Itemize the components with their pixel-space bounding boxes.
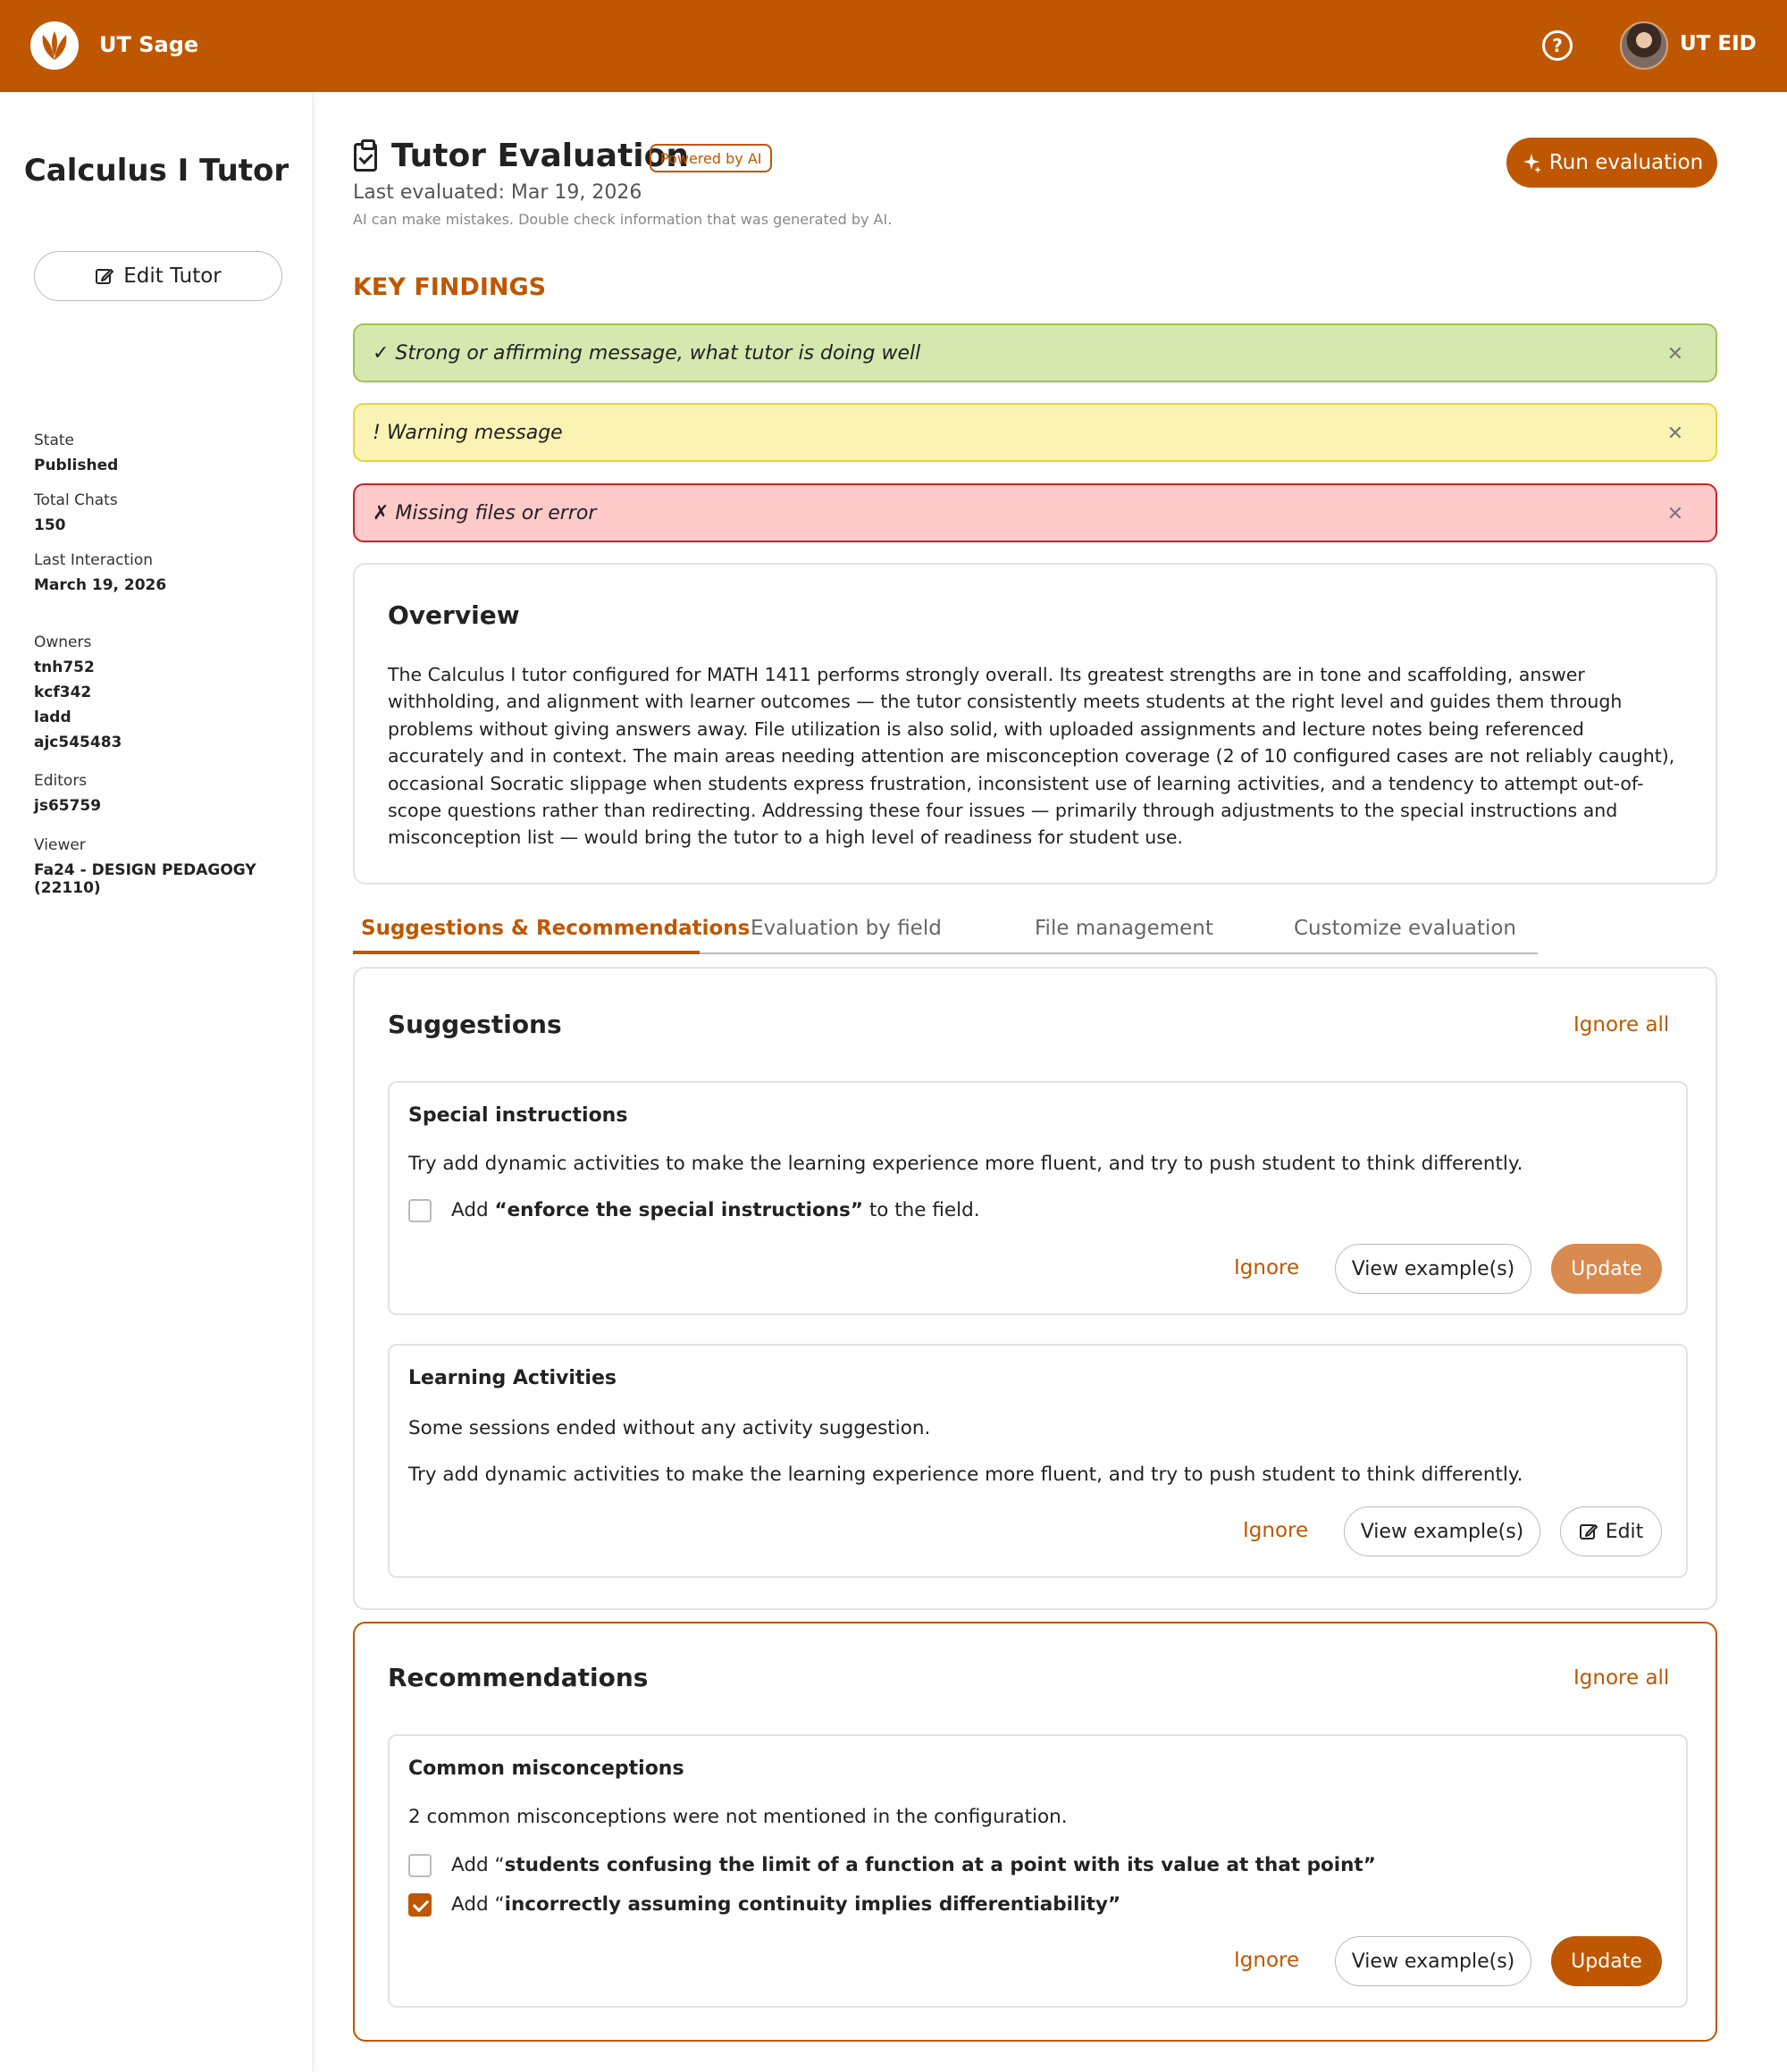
checkbox-suffix: to the field. [862, 1199, 980, 1221]
finding-success-text: ✓ Strong or affirming message, what tutor is doing well [373, 341, 921, 365]
owner-item: ajc545483 [34, 734, 122, 751]
suggestion-title: Learning Activities [408, 1367, 617, 1389]
misconception-label [451, 1893, 1120, 1916]
run-evaluation-button[interactable] [1506, 138, 1717, 188]
close-icon[interactable]: ✕ [1666, 343, 1683, 365]
overview-text: The Calculus I tutor configured for MATH 1411 performs strongly overall. Its greatest strengths are in tone and scaffolding, answer withholding, and alignment with learner outcomes — the tutor consistently meets students at the right level and guides them through problems without giving answers away. File utilization is also solid, with uploaded assignments and lecture notes being referenced accurately and in context. The main areas needing attention are misconception coverage (2 of 10 configured cases are not reliably caught), occasional Socratic slippage when students express frustration, inconsistent use of learning activities, and a tendency to attempt out-of-scope questions rather than redirecting. Addressing these four issues — primarily through adjustments to the special instructions and misconception list — would bring the tutor to a high level of readiness for student use. [388, 664, 1675, 849]
edit-icon [95, 266, 114, 286]
active-tab-indicator [353, 951, 700, 954]
user-avatar[interactable] [1620, 21, 1668, 70]
suggestion-text: Try add dynamic activities to make the learning experience more fluent, and try to push student to think differently. [408, 1464, 1523, 1486]
recommendation-common-misconceptions [388, 1734, 1688, 2008]
viewer-label: Viewer [34, 836, 86, 854]
finding-warning-text: ! Warning message [373, 421, 563, 444]
key-findings-title: KEY FINDINGS [353, 273, 547, 301]
viewer-value: Fa24 - DESIGN PEDAGOGY (22110) [34, 861, 256, 897]
suggestion-note: Some sessions ended without any activity suggestion. [408, 1417, 931, 1439]
suggestion-special-instructions [388, 1081, 1688, 1315]
tab-customize-evaluation[interactable]: Customize evaluation [1294, 917, 1517, 940]
option-prefix: Add “ [451, 1854, 505, 1876]
view-examples-button[interactable]: View example(s) [1344, 1506, 1540, 1556]
close-icon[interactable]: ✕ [1666, 503, 1683, 525]
checkbox-bold-text: “enforce the special instructions” [494, 1199, 863, 1221]
owner-item: ladd [34, 709, 71, 726]
editor-item: js65759 [34, 797, 102, 815]
option-prefix: Add “ [451, 1893, 505, 1916]
owner-item: tnh752 [34, 659, 95, 676]
suggestions-card [353, 967, 1717, 1610]
edit-icon [1579, 1522, 1598, 1541]
suggestions-title: Suggestions [388, 1010, 562, 1039]
brand-name[interactable]: UT Sage [99, 32, 199, 57]
update-button[interactable]: Update [1551, 1244, 1662, 1294]
view-examples-button[interactable]: View example(s) [1335, 1244, 1531, 1294]
ignore-button[interactable]: Ignore [1234, 1256, 1300, 1279]
ignore-button[interactable]: Ignore [1234, 1949, 1300, 1972]
suggestion-checkbox-label [451, 1199, 980, 1221]
sparkle-icon [1521, 152, 1542, 173]
tab-bar [353, 902, 1538, 954]
run-evaluation-label: Run evaluation [1548, 151, 1704, 174]
update-button[interactable]: Update [1551, 1936, 1662, 1986]
last-interaction-value: March 19, 2026 [34, 576, 167, 594]
page-title: Tutor Evaluation [391, 138, 689, 174]
top-bar [0, 0, 1787, 92]
ai-disclaimer: AI can make mistakes. Double check information that was generated by AI. [353, 211, 893, 228]
total-chats-label: Total Chats [34, 491, 118, 509]
edit-label: Edit [1605, 1520, 1644, 1543]
option-bold-text: students confusing the limit of a function at a point with its value at that point” [504, 1854, 1376, 1876]
suggestion-title: Special instructions [408, 1104, 628, 1127]
finding-error-text: ✗ Missing files or error [373, 501, 597, 524]
owners-label: Owners [34, 633, 92, 651]
state-label: State [34, 432, 74, 449]
recommendations-card [353, 1622, 1717, 2042]
ut-sage-logo-icon[interactable] [30, 21, 79, 70]
clipboard-check-icon [354, 143, 377, 172]
user-label[interactable]: UT EID [1680, 32, 1757, 55]
overview-title: Overview [388, 600, 520, 630]
sidebar [0, 92, 313, 2072]
finding-success [353, 323, 1717, 382]
recommendation-text: 2 common misconceptions were not mentioned in the configuration. [408, 1806, 1068, 1828]
edit-tutor-button[interactable] [34, 251, 282, 301]
recommendations-ignore-all-button[interactable]: Ignore all [1573, 1666, 1670, 1690]
misconception-checkbox[interactable] [408, 1854, 432, 1877]
tab-suggestions-recommendations[interactable]: Suggestions & Recommendations [361, 917, 751, 940]
edit-tutor-label: Edit Tutor [123, 264, 222, 288]
last-evaluated: Last evaluated: Mar 19, 2026 [353, 181, 642, 204]
checkbox-prefix: Add [451, 1199, 495, 1221]
owner-item: kcf342 [34, 684, 92, 701]
option-bold-text: incorrectly assuming continuity implies differentiability” [504, 1893, 1121, 1916]
recommendations-title: Recommendations [388, 1663, 649, 1692]
suggestion-text: Try add dynamic activities to make the learning experience more fluent, and try to push student to think differently. [408, 1153, 1523, 1175]
overview-card [353, 563, 1717, 885]
finding-warning [353, 403, 1717, 462]
misconception-checkbox-checked[interactable] [408, 1893, 432, 1917]
suggestion-checkbox[interactable] [408, 1199, 432, 1222]
ignore-button[interactable]: Ignore [1243, 1519, 1309, 1542]
powered-by-ai-badge: Powered by AI [650, 144, 772, 172]
tutor-name: Calculus I Tutor [23, 153, 289, 189]
suggestion-learning-activities [388, 1344, 1688, 1578]
last-interaction-label: Last Interaction [34, 551, 154, 569]
total-chats-value: 150 [34, 516, 66, 534]
recommendation-title: Common misconceptions [408, 1757, 684, 1780]
state-value: Published [34, 457, 119, 474]
view-examples-button[interactable]: View example(s) [1335, 1936, 1531, 1986]
help-icon[interactable]: ? [1542, 30, 1573, 61]
misconception-label [451, 1854, 1376, 1876]
suggestions-ignore-all-button[interactable]: Ignore all [1573, 1013, 1670, 1036]
close-icon[interactable]: ✕ [1666, 423, 1683, 445]
edit-button[interactable] [1560, 1506, 1662, 1556]
editors-label: Editors [34, 772, 88, 790]
tab-evaluation-by-field[interactable]: Evaluation by field [751, 917, 942, 940]
finding-error [353, 483, 1717, 542]
tab-file-management[interactable]: File management [1035, 917, 1213, 940]
